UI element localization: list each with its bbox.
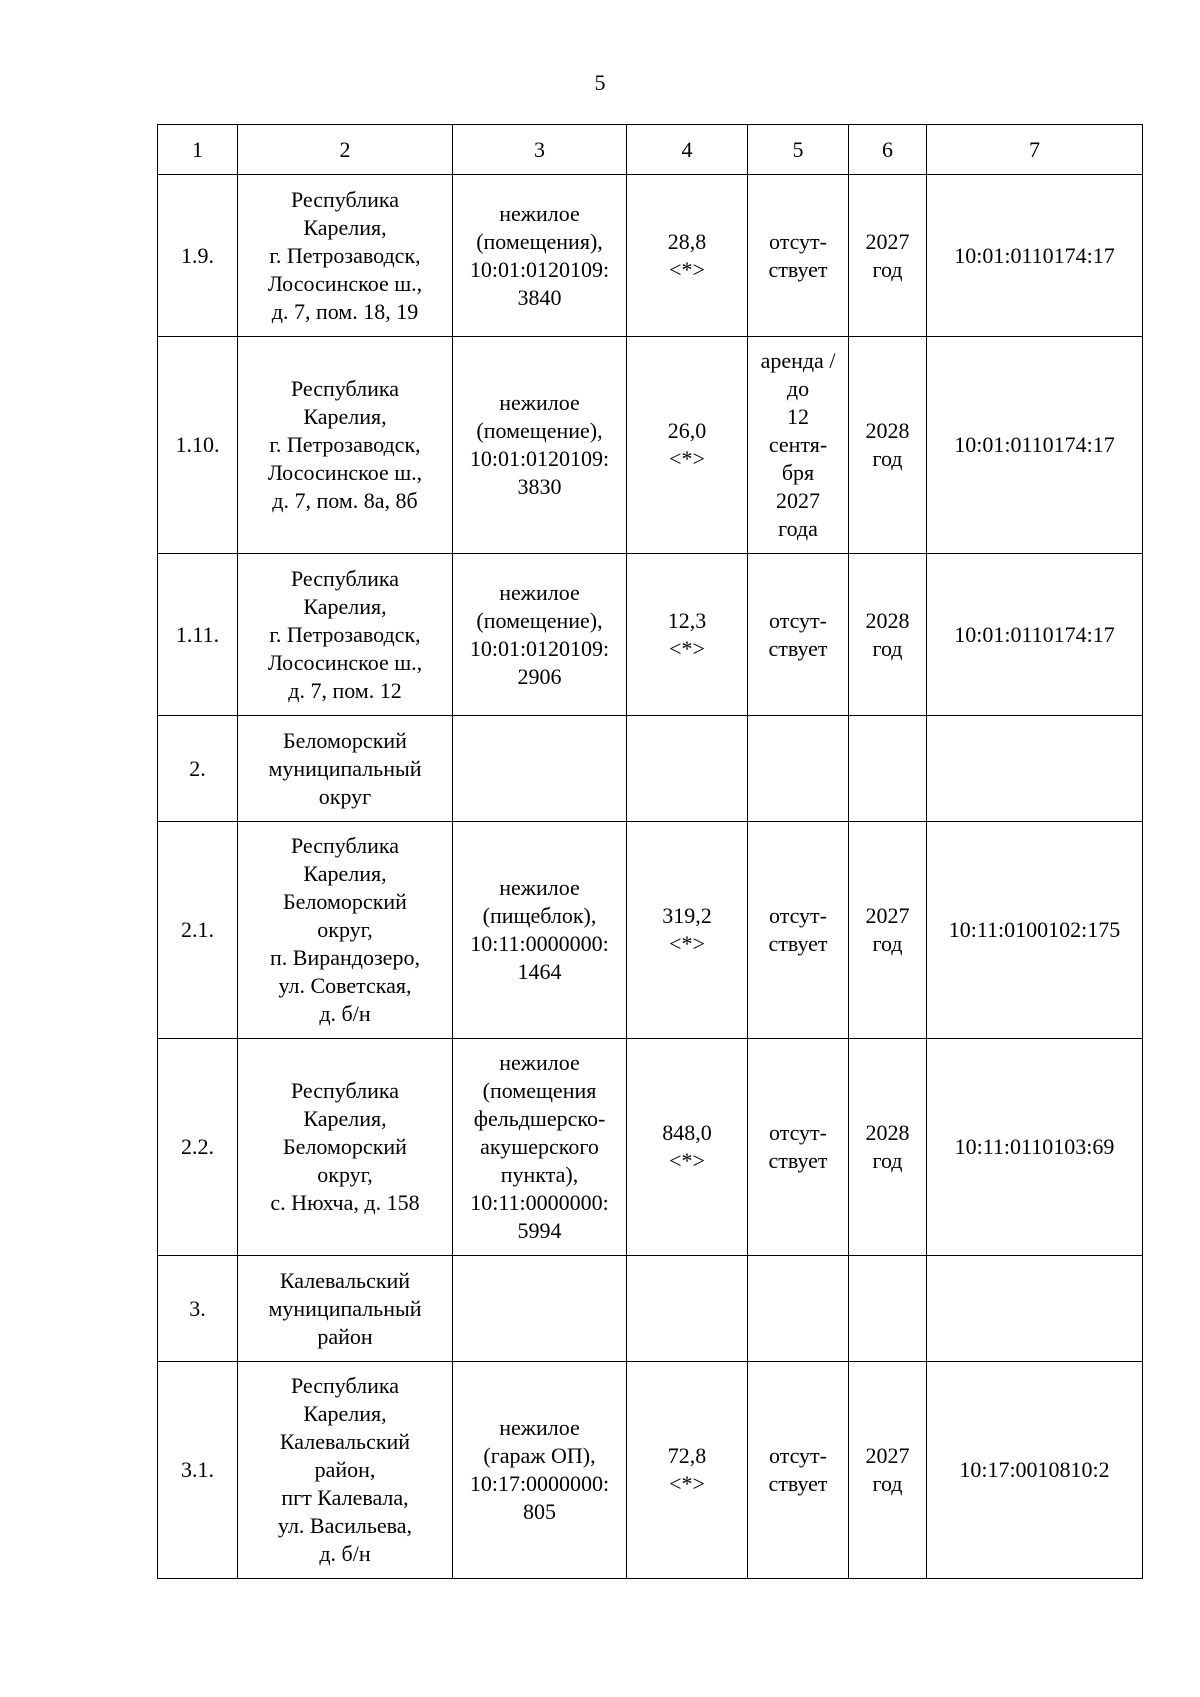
column-header: 1 bbox=[158, 125, 238, 175]
encumbrance-cell bbox=[748, 1256, 849, 1362]
row-number-cell: 2. bbox=[158, 716, 238, 822]
row-number-cell: 2.2. bbox=[158, 1039, 238, 1256]
column-header: 5 bbox=[748, 125, 849, 175]
cadastral-cell: 10:01:0110174:17 bbox=[927, 554, 1143, 716]
area-cell: 319,2 <*> bbox=[627, 822, 748, 1039]
column-header: 3 bbox=[453, 125, 627, 175]
year-cell bbox=[849, 716, 927, 822]
cadastral-cell: 10:11:0100102:175 bbox=[927, 822, 1143, 1039]
encumbrance-cell: отсут- ствует bbox=[748, 175, 849, 337]
row-number-cell: 1.9. bbox=[158, 175, 238, 337]
object-cell bbox=[453, 1256, 627, 1362]
table-row bbox=[158, 175, 1143, 337]
table-row bbox=[158, 716, 1143, 822]
cadastral-cell: 10:11:0110103:69 bbox=[927, 1039, 1143, 1256]
encumbrance-cell: отсут- ствует bbox=[748, 554, 849, 716]
table-row bbox=[158, 822, 1143, 1039]
encumbrance-cell: отсут- ствует bbox=[748, 822, 849, 1039]
cadastral-cell: 10:17:0010810:2 bbox=[927, 1362, 1143, 1579]
cadastral-cell bbox=[927, 716, 1143, 822]
page-number: 5 bbox=[594, 70, 606, 95]
table-row bbox=[158, 337, 1143, 554]
row-number-cell: 2.1. bbox=[158, 822, 238, 1039]
area-cell: 28,8 <*> bbox=[627, 175, 748, 337]
area-cell: 72,8 <*> bbox=[627, 1362, 748, 1579]
object-cell bbox=[453, 716, 627, 822]
address-cell: Республика Карелия, Беломорский округ, с. Нюхча, д. 158 bbox=[238, 1039, 453, 1256]
area-cell bbox=[627, 716, 748, 822]
address-cell: Республика Карелия, Калевальский район, пгт Калевала, ул. Васильева, д. б/н bbox=[238, 1362, 453, 1579]
column-header: 7 bbox=[927, 125, 1143, 175]
address-cell: Республика Карелия, г. Петрозаводск, Лососинское ш., д. 7, пом. 12 bbox=[238, 554, 453, 716]
object-cell: нежилое (помещение), 10:01:0120109: 3830 bbox=[453, 337, 627, 554]
year-cell: 2028 год bbox=[849, 337, 927, 554]
object-cell: нежилое (помещение), 10:01:0120109: 2906 bbox=[453, 554, 627, 716]
encumbrance-cell: аренда / до 12 сентя- бря 2027 года bbox=[748, 337, 849, 554]
column-header: 6 bbox=[849, 125, 927, 175]
address-cell: Республика Карелия, г. Петрозаводск, Лососинское ш., д. 7, пом. 18, 19 bbox=[238, 175, 453, 337]
address-cell: Республика Карелия, г. Петрозаводск, Лососинское ш., д. 7, пом. 8а, 8б bbox=[238, 337, 453, 554]
object-cell: нежилое (помещения), 10:01:0120109: 3840 bbox=[453, 175, 627, 337]
table-row bbox=[158, 554, 1143, 716]
table-header-row bbox=[158, 125, 1143, 175]
object-cell: нежилое (гараж ОП), 10:17:0000000: 805 bbox=[453, 1362, 627, 1579]
object-cell: нежилое (пищеблок), 10:11:0000000: 1464 bbox=[453, 822, 627, 1039]
area-cell: 12,3 <*> bbox=[627, 554, 748, 716]
property-table bbox=[157, 124, 1143, 1579]
area-cell bbox=[627, 1256, 748, 1362]
area-cell: 26,0 <*> bbox=[627, 337, 748, 554]
address-cell: Беломорский муниципальный округ bbox=[238, 716, 453, 822]
row-number-cell: 1.11. bbox=[158, 554, 238, 716]
year-cell bbox=[849, 1256, 927, 1362]
area-cell: 848,0 <*> bbox=[627, 1039, 748, 1256]
column-header: 4 bbox=[627, 125, 748, 175]
object-cell: нежилое (помещения фельдшерско- акушерского пункта), 10:11:0000000: 5994 bbox=[453, 1039, 627, 1256]
row-number-cell: 1.10. bbox=[158, 337, 238, 554]
year-cell: 2028 год bbox=[849, 1039, 927, 1256]
year-cell: 2027 год bbox=[849, 822, 927, 1039]
cadastral-cell: 10:01:0110174:17 bbox=[927, 337, 1143, 554]
column-header: 2 bbox=[238, 125, 453, 175]
encumbrance-cell bbox=[748, 716, 849, 822]
table-row bbox=[158, 1362, 1143, 1579]
address-cell: Республика Карелия, Беломорский округ, п. Вирандозеро, ул. Советская, д. б/н bbox=[238, 822, 453, 1039]
year-cell: 2027 год bbox=[849, 175, 927, 337]
cadastral-cell bbox=[927, 1256, 1143, 1362]
encumbrance-cell: отсут- ствует bbox=[748, 1362, 849, 1579]
row-number-cell: 3. bbox=[158, 1256, 238, 1362]
year-cell: 2027 год bbox=[849, 1362, 927, 1579]
encumbrance-cell: отсут- ствует bbox=[748, 1039, 849, 1256]
address-cell: Калевальский муниципальный район bbox=[238, 1256, 453, 1362]
year-cell: 2028 год bbox=[849, 554, 927, 716]
row-number-cell: 3.1. bbox=[158, 1362, 238, 1579]
table-row bbox=[158, 1039, 1143, 1256]
table-row bbox=[158, 1256, 1143, 1362]
cadastral-cell: 10:01:0110174:17 bbox=[927, 175, 1143, 337]
